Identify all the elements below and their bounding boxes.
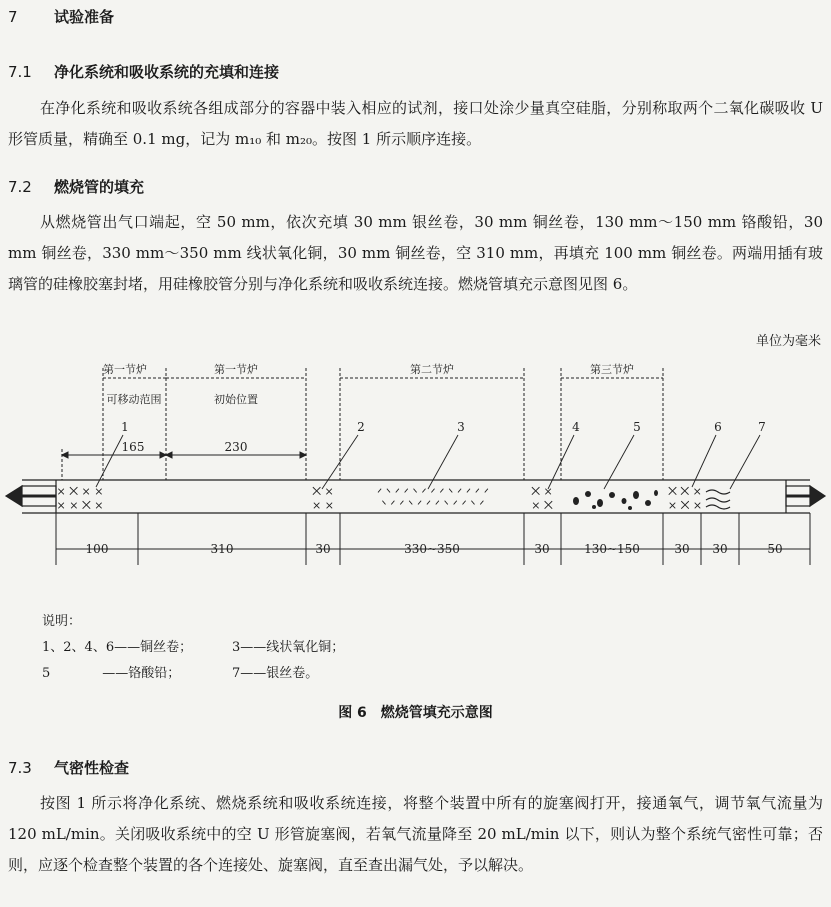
dimension-label: 100 <box>85 542 109 556</box>
combustion-tube-figure <box>0 355 831 615</box>
dimension-label: 165 <box>121 440 145 454</box>
legend-item: 1、2、4、6——铜丝卷； <box>42 640 193 655</box>
section-7-1-heading <box>8 61 279 82</box>
zone-label: 第一节炉 <box>214 363 258 376</box>
dimension-label: 230 <box>224 440 248 454</box>
paragraph-7-1: 在净化系统和吸收系统各组成部分的容器中装入相应的试剂，接口处涂少量真空硅脂，分别称取两个二氧化碳吸收 U 形管质量，精确至 0.1 mg，记为 m₁₀ 和 m₂₀。按图 1 所示顺序连接。 <box>8 99 823 148</box>
section-7-2-heading <box>8 176 144 197</box>
section-7-3-heading <box>8 757 129 778</box>
callout-number: 4 <box>572 420 580 434</box>
section-number: 7 <box>8 8 18 26</box>
svg-text:⨉ ×: ⨉ × <box>312 485 334 498</box>
svg-text:× ⨉ × ×: × ⨉ × × <box>56 485 104 498</box>
svg-text:ᐠ ᐟ ᐟ ᐠ ᐟ ᐟ ᐟ ᐠ ᐟ ᐟ ᐠ ᐟ: ᐠ ᐟ ᐟ ᐠ ᐟ ᐟ ᐟ ᐠ ᐟ ᐟ ᐠ ᐟ <box>381 498 485 512</box>
callout-number: 1 <box>121 420 129 434</box>
callout-number: 3 <box>457 420 465 434</box>
zone-label: 第三节炉 <box>590 363 634 376</box>
zone-sublabel: 初始位置 <box>214 393 258 406</box>
dimension-label: 50 <box>767 542 783 556</box>
paragraph-7-2: 从燃烧管出气口端起，空 50 mm，依次充填 30 mm 银丝卷，30 mm 铜丝卷，130 mm～150 mm 铬酸铅，30 mm 铜丝卷，330 mm～350 mm 线状氧化铜，30 mm 铜丝卷，空 310 mm，再填充 100 mm 铜丝卷。两端用插有玻璃管的硅橡胶塞封堵，用硅橡胶管分别与净化系统和吸收系统连接。燃烧管填充示意图见图 6。 <box>8 213 823 293</box>
figure-caption: 图 6 燃烧管填充示意图 <box>338 705 493 721</box>
zone-sublabel: 可移动范围 <box>106 393 162 406</box>
section-number: 7.3 <box>8 759 32 777</box>
section-title: 试验准备 <box>54 8 115 26</box>
dimension-label: 130~150 <box>584 542 640 556</box>
dimension-label: 30 <box>534 542 550 556</box>
section-title: 气密性检查 <box>54 759 130 777</box>
svg-text:× × ⨉ ×: × × ⨉ × <box>56 499 104 512</box>
section-number: 7.1 <box>8 63 32 81</box>
unit-label: 单位为毫米 <box>755 334 821 349</box>
paragraph-7-3: 按图 1 所示将净化系统、燃烧系统和吸收系统连接，将整个装置中所有的旋塞阀打开，接通氧气，调节氧气流量为 120 mL/min。关闭吸收系统中的空 U 形管旋塞阀，若氧气流量降至 20 mL/min 以下，则认为整个系统气密性可靠；否则，应逐个检查整个装置的各个连接处、旋塞阀，直至查出漏气处，予以解决。 <box>8 794 823 874</box>
section-7-heading <box>8 6 114 27</box>
dimension-label: 330~350 <box>404 542 460 556</box>
dimension-label: 30 <box>712 542 728 556</box>
dimension-label: 310 <box>210 542 234 556</box>
callout-number: 7 <box>758 420 766 434</box>
svg-text:⨉ ⨉ ×: ⨉ ⨉ × <box>668 485 702 498</box>
legend-item: 7——银丝卷。 <box>232 666 319 681</box>
section-number: 7.2 <box>8 178 32 196</box>
svg-text:× ⨉: × ⨉ <box>531 499 553 512</box>
svg-text:⨉ ×: ⨉ × <box>531 485 553 498</box>
callout-number: 2 <box>357 420 365 434</box>
zone-label: 第一节炉 <box>103 363 147 376</box>
svg-text:× ×: × × <box>312 499 334 512</box>
svg-text:ᐟ ᐠ ᐟ ᐟ ᐠ ᐟ ᐟ ᐟ ᐠ ᐟ ᐟ ᐟ ᐟ: ᐟ ᐠ ᐟ ᐟ ᐠ ᐟ ᐟ ᐟ ᐠ ᐟ ᐟ ᐟ ᐟ <box>377 486 489 500</box>
section-title: 净化系统和吸收系统的充填和连接 <box>54 63 280 81</box>
legend-item: 5 ——铬酸铅； <box>42 666 181 681</box>
legend-item: 3——线状氧化铜； <box>232 640 345 655</box>
callout-number: 6 <box>714 420 722 434</box>
svg-text:× ⨉ ×: × ⨉ × <box>667 499 703 512</box>
zone-label: 第二节炉 <box>410 363 454 376</box>
dimension-label: 30 <box>315 542 331 556</box>
callout-number: 5 <box>633 420 641 434</box>
section-title: 燃烧管的填充 <box>54 178 145 196</box>
legend-title: 说明： <box>42 614 82 629</box>
dimension-label: 30 <box>674 542 690 556</box>
